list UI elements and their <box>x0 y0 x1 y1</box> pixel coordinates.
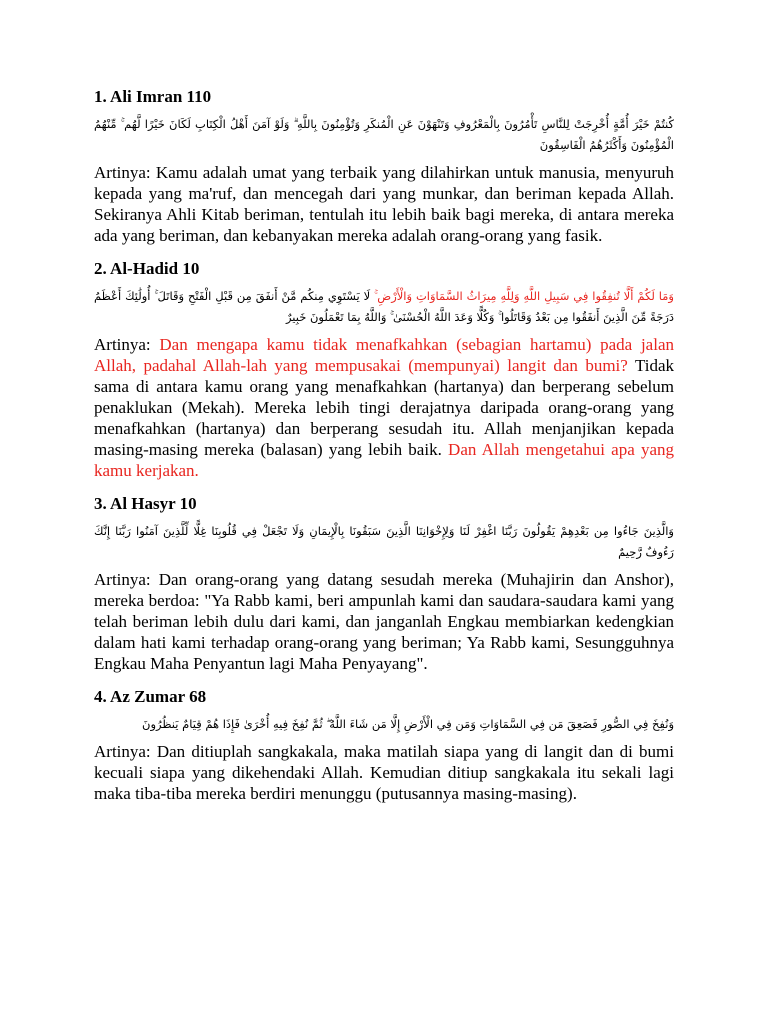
translation-highlight-1: Dan mengapa kamu tidak menafkahkan (sebagian hartamu) pada jalan Allah, padahal Allah-lah yang mempusakai (mempunyai) langit dan bumi? <box>94 335 674 375</box>
arabic-verse: وَنُفِخَ فِي الصُّورِ فَصَعِقَ مَن فِي السَّمَاوَاتِ وَمَن فِي الْأَرْضِ إِلَّا مَن شَاءَ اللَّهُ ۖ ثُمَّ نُفِخَ فِيهِ أُخْرَىٰ فَإِذَا هُمْ قِيَامٌ يَنظُرُونَ <box>142 717 674 731</box>
section-az-zumar-68 <box>94 686 674 804</box>
translation-highlight-2: Dan Allah mengetahui apa yang kamu kerjakan. <box>94 440 674 480</box>
arabic-verse: كُنتُمْ خَيْرَ أُمَّةٍ أُخْرِجَتْ لِلنَّاسِ تَأْمُرُونَ بِالْمَعْرُوفِ وَتَنْهَوْنَ عَنِ الْمُنكَرِ وَتُؤْمِنُونَ بِاللَّهِ ۗ وَلَوْ آمَنَ أَهْلُ الْكِتَابِ لَكَانَ خَيْرًا لَّهُم ۚ مِّنْهُمُ الْمُؤْمِنُونَ وَأَكْثَرُهُمُ الْفَاسِقُونَ <box>94 117 674 152</box>
section-heading: 2. Al-Hadid 10 <box>94 259 200 278</box>
section-ali-imran-110 <box>94 86 674 246</box>
translation-prefix: Artinya: <box>94 335 160 354</box>
section-heading: 4. Az Zumar 68 <box>94 687 207 706</box>
arabic-verse-rest: لَا يَسْتَوِي مِنكُم مَّنْ أَنفَقَ مِن قَبْلِ الْفَتْحِ وَقَاتَلَ ۚ أُولَٰئِكَ أَعْظَمُ دَرَجَةً مِّنَ الَّذِينَ أَنفَقُوا مِن بَعْدُ وَقَاتَلُوا ۚ وَكُلًّا وَعَدَ اللَّهُ الْحُسْنَىٰ ۚ وَاللَّهُ بِمَا تَعْمَلُونَ خَبِيرٌ <box>94 289 674 324</box>
translation-text: Artinya: Kamu adalah umat yang terbaik yang dilahirkan untuk manusia, menyuruh kepada yang ma'ruf, dan mencegah dari yang munkar, dan beriman kepada Allah. Sekiranya Ahli Kitab beriman, tentulah itu lebih baik bagi mereka, di antara mereka ada yang beriman, dan kebanyakan mereka adalah orang-orang yang fasik. <box>94 163 674 245</box>
arabic-verse <box>94 286 674 328</box>
translation-text <box>94 334 674 481</box>
arabic-verse: وَالَّذِينَ جَاءُوا مِن بَعْدِهِمْ يَقُولُونَ رَبَّنَا اغْفِرْ لَنَا وَلِإِخْوَانِنَا الَّذِينَ سَبَقُونَا بِالْإِيمَانِ وَلَا تَجْعَلْ فِي قُلُوبِنَا غِلًّا لِّلَّذِينَ آمَنُوا رَبَّنَا إِنَّكَ رَءُوفٌ رَّحِيمٌ <box>94 524 674 559</box>
translation-text: Artinya: Dan ditiuplah sangkakala, maka matilah siapa yang di langit dan di bumi kecuali siapa yang dikehendaki Allah. Kemudian ditiup sangkakala itu sekali lagi maka tiba-tiba mereka berdiri menunggu (putusannya masing-masing). <box>94 742 674 803</box>
section-al-hadid-10 <box>94 258 674 481</box>
section-al-hasyr-10 <box>94 493 674 674</box>
translation-text: Artinya: Dan orang-orang yang datang sesudah mereka (Muhajirin dan Anshor), mereka berdoa: "Ya Rabb kami, beri ampunlah kami dan saudara-saudara kami yang telah beriman lebih dulu dari kami, dan janganlah Engkau membiarkan kedengkian dalam hati kami terhadap orang-orang yang beriman; Ya Rabb kami, Sesungguhnya Engkau Maha Penyantun lagi Maha Penyayang". <box>94 570 674 673</box>
section-heading: 1. Ali Imran 110 <box>94 87 212 106</box>
section-heading: 3. Al Hasyr 10 <box>94 494 197 513</box>
translation-rest: Tidak sama di antara kamu orang yang menafkahkan (hartanya) dan berperang sebelum penaklukan (Mekah). Mereka lebih tingi derajatnya daripada orang-orang yang menafkahkan (hartanya) dan berperang sesudah itu. Allah menjanjikan kepada masing-masing mereka (balasan) yang lebih baik. <box>94 356 674 459</box>
arabic-verse-highlighted: وَمَا لَكُمْ أَلَّا تُنفِقُوا فِي سَبِيلِ اللَّهِ وَلِلَّهِ مِيرَاثُ السَّمَاوَاتِ وَالْأَرْضِ ۚ <box>374 289 674 303</box>
